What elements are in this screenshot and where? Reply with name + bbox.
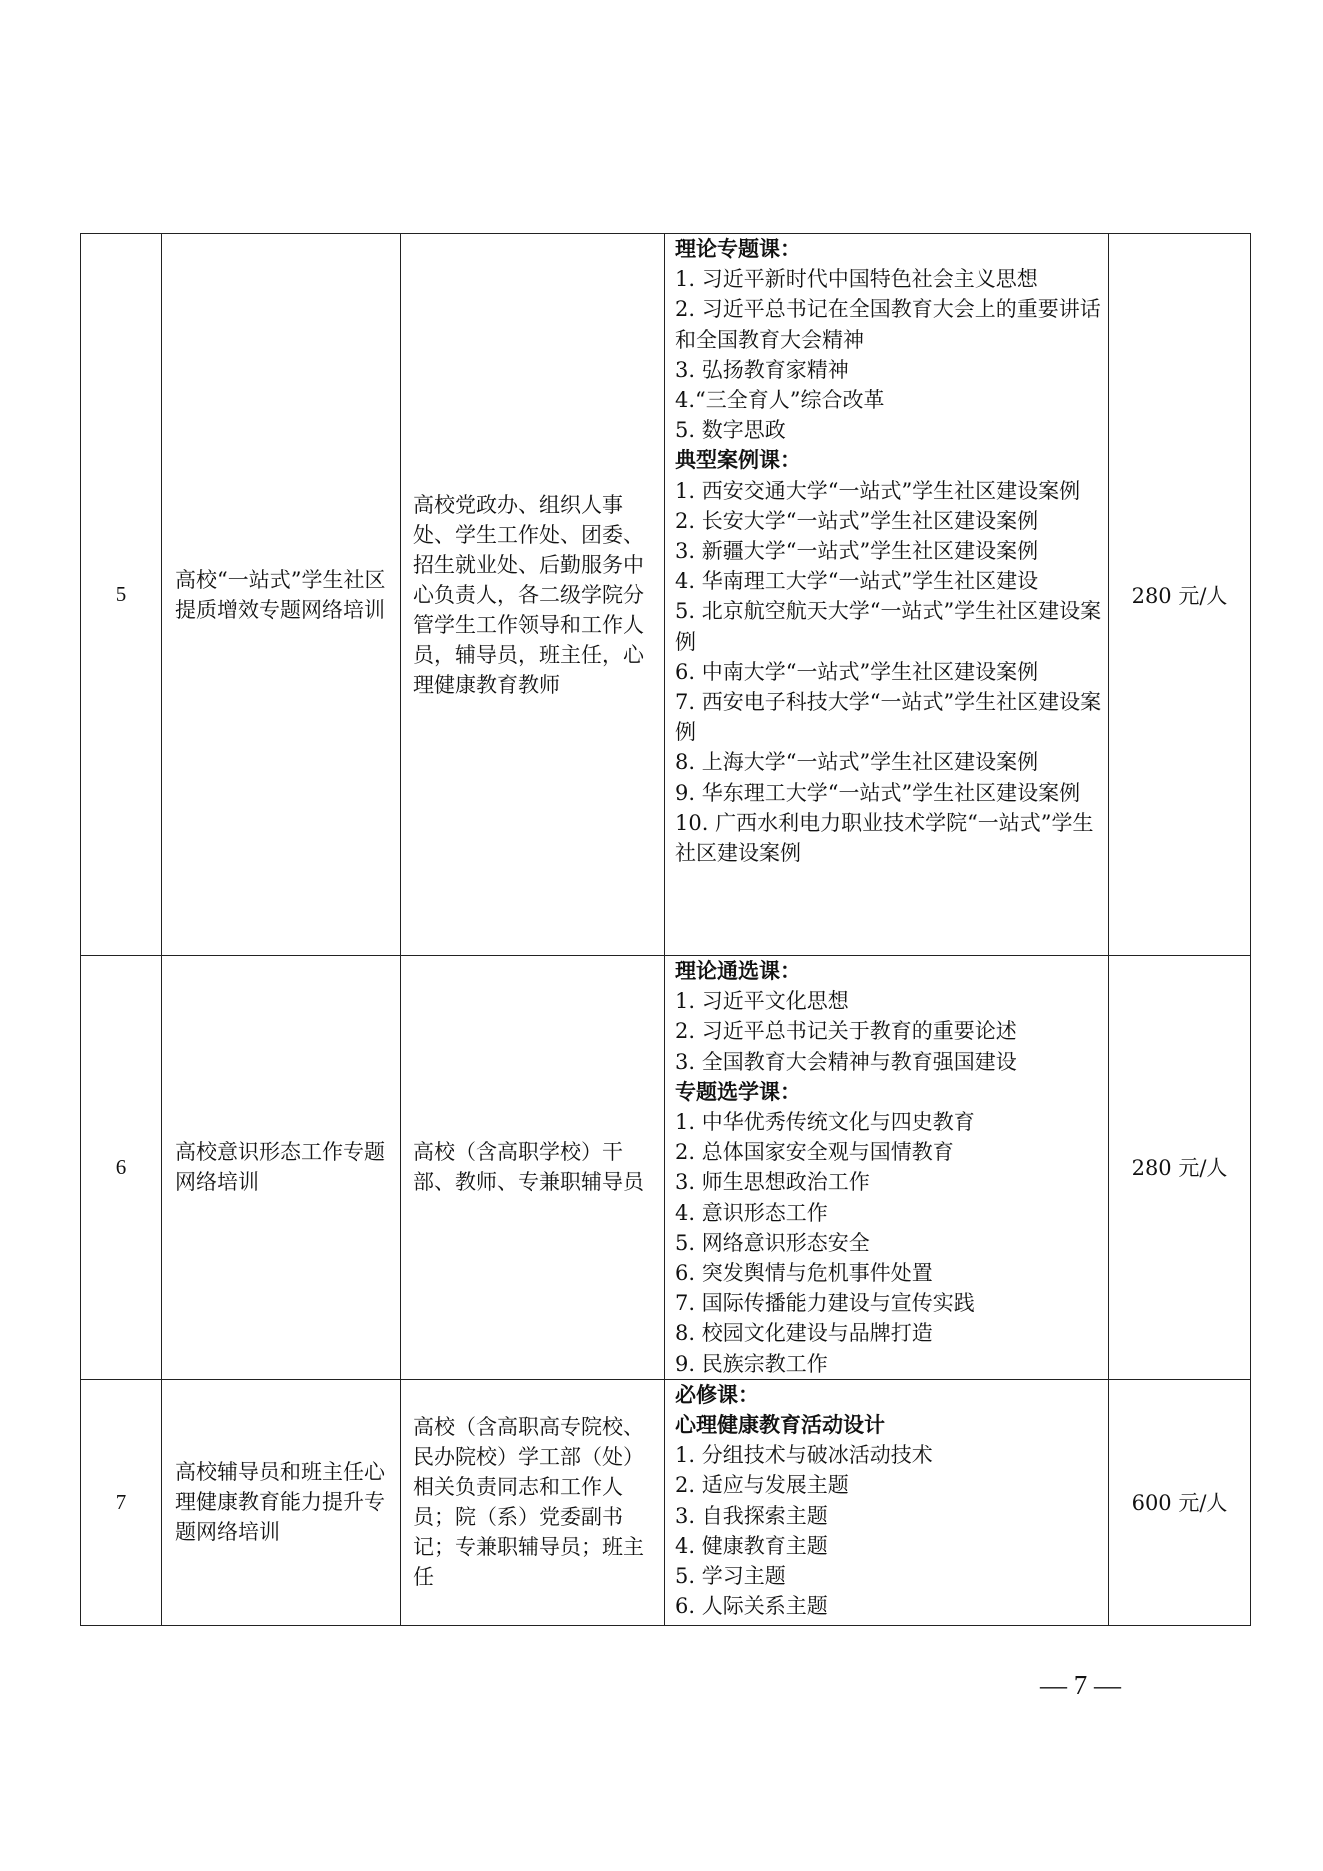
table-row bbox=[81, 956, 1251, 1380]
table-row bbox=[81, 234, 1251, 956]
course-category-heading: 理论通选课： bbox=[675, 959, 801, 983]
course-category-heading: 心理健康教育活动设计 bbox=[675, 1413, 885, 1438]
target-audience: 高校党政办、组织人事处、学生工作处、团委、招生就业处、后勤服务中心负责人，各二级学院分管学生工作领导和工作人员，辅导员，班主任，心理健康教育教师 bbox=[401, 234, 665, 956]
course-item: 2. 适应与发展主题 bbox=[675, 1473, 849, 1498]
course-item: 2. 习近平总书记关于教育的重要论述 bbox=[675, 1019, 1017, 1044]
row-number: 5 bbox=[81, 234, 162, 956]
course-item: 4.“三全育人”综合改革 bbox=[675, 388, 885, 413]
course-item: 9. 民族宗教工作 bbox=[675, 1351, 828, 1376]
course-item: 1. 西安交通大学“一站式”学生社区建设案例 bbox=[675, 478, 1081, 503]
course-item: 4. 意识形态工作 bbox=[675, 1200, 828, 1225]
course-item: 3. 自我探索主题 bbox=[675, 1503, 828, 1528]
training-name: 高校“一站式”学生社区提质增效专题网络培训 bbox=[162, 234, 401, 956]
target-audience: 高校（含高职学校）干部、教师、专兼职辅导员 bbox=[401, 956, 665, 1380]
course-item: 1. 习近平新时代中国特色社会主义思想 bbox=[675, 267, 1038, 292]
course-item: 3. 新疆大学“一站式”学生社区建设案例 bbox=[675, 539, 1039, 564]
training-name: 高校意识形态工作专题网络培训 bbox=[162, 956, 401, 1380]
course-item: 8. 上海大学“一站式”学生社区建设案例 bbox=[675, 750, 1039, 775]
fee: 280 元/人 bbox=[1109, 234, 1251, 956]
course-item: 1. 分组技术与破冰活动技术 bbox=[675, 1443, 933, 1468]
training-name: 高校辅导员和班主任心理健康教育能力提升专题网络培训 bbox=[162, 1379, 401, 1625]
row-number: 7 bbox=[81, 1379, 162, 1625]
table-body bbox=[81, 234, 1251, 1626]
fee: 280 元/人 bbox=[1109, 956, 1251, 1380]
course-content bbox=[665, 956, 1109, 1380]
course-item: 1. 中华优秀传统文化与四史教育 bbox=[675, 1110, 975, 1135]
course-content bbox=[665, 234, 1109, 956]
course-item: 2. 习近平总书记在全国教育大会上的重要讲话和全国教育大会精神 bbox=[675, 297, 1101, 352]
course-content bbox=[665, 1379, 1109, 1625]
course-item: 6. 中南大学“一站式”学生社区建设案例 bbox=[675, 659, 1039, 684]
course-item: 7. 国际传播能力建设与宣传实践 bbox=[675, 1291, 975, 1316]
course-category-heading: 专题选学课： bbox=[675, 1079, 801, 1104]
table-row bbox=[81, 1379, 1251, 1625]
course-item: 1. 习近平文化思想 bbox=[675, 989, 849, 1014]
course-item: 5. 网络意识形态安全 bbox=[675, 1230, 870, 1255]
course-item: 3. 弘扬教育家精神 bbox=[675, 357, 849, 382]
course-item: 2. 长安大学“一站式”学生社区建设案例 bbox=[675, 508, 1039, 533]
course-item: 3. 全国教育大会精神与教育强国建设 bbox=[675, 1049, 1017, 1074]
course-item: 7. 西安电子科技大学“一站式”学生社区建设案例 bbox=[675, 690, 1102, 745]
course-item: 5. 北京航空航天大学“一站式”学生社区建设案例 bbox=[675, 599, 1102, 654]
course-item: 6. 突发舆情与危机事件处置 bbox=[675, 1261, 933, 1286]
course-item: 3. 师生思想政治工作 bbox=[675, 1170, 870, 1195]
course-category-heading: 典型案例课： bbox=[675, 448, 801, 473]
course-item: 4. 健康教育主题 bbox=[675, 1533, 828, 1558]
course-category-heading: 理论专题课： bbox=[675, 237, 801, 261]
course-item: 9. 华东理工大学“一站式”学生社区建设案例 bbox=[675, 780, 1081, 805]
course-item: 10. 广西水利电力职业技术学院“一站式”学生社区建设案例 bbox=[675, 810, 1094, 866]
course-item: 4. 华南理工大学“一站式”学生社区建设 bbox=[675, 569, 1039, 594]
course-item: 8. 校园文化建设与品牌打造 bbox=[675, 1321, 933, 1346]
course-item: 2. 总体国家安全观与国情教育 bbox=[675, 1140, 954, 1165]
course-category-heading: 必修课： bbox=[675, 1382, 759, 1407]
fee: 600 元/人 bbox=[1109, 1379, 1251, 1625]
course-item: 5. 数字思政 bbox=[675, 418, 786, 443]
course-item: 6. 人际关系主题 bbox=[675, 1594, 828, 1619]
page-number: — 7 — bbox=[1040, 1670, 1121, 1700]
target-audience: 高校（含高职高专院校、民办院校）学工部（处）相关负责同志和工作人员；院（系）党委副书记；专兼职辅导员；班主任 bbox=[401, 1379, 665, 1625]
row-number: 6 bbox=[81, 956, 162, 1380]
training-table bbox=[80, 233, 1251, 1626]
course-item: 5. 学习主题 bbox=[675, 1564, 786, 1589]
